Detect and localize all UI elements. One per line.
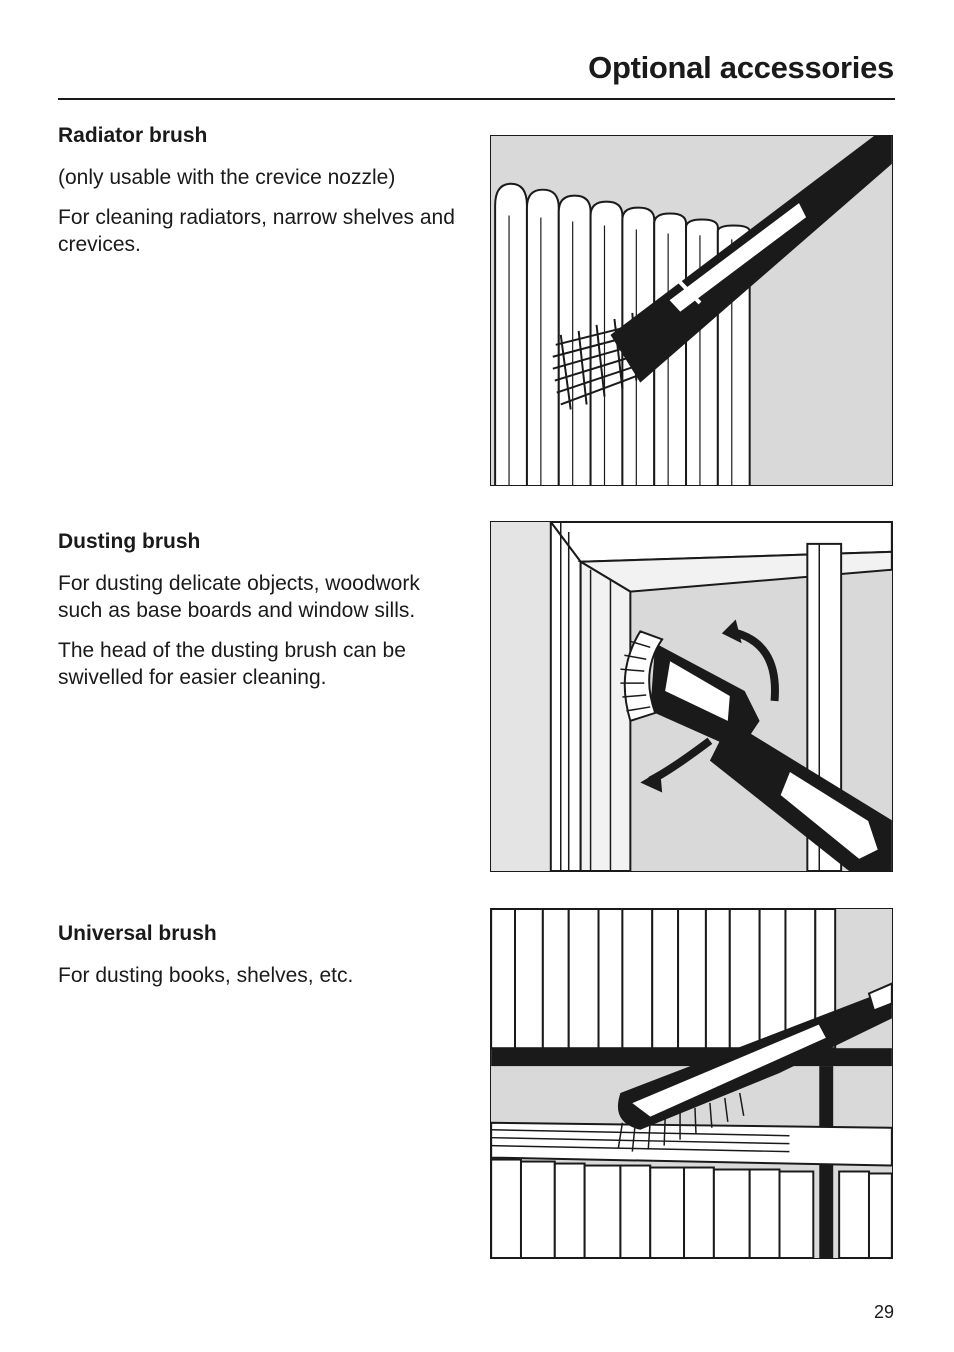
section-paragraph: For cleaning radiators, narrow shelves and crevices. xyxy=(58,206,455,256)
section-heading: Universal brush xyxy=(58,922,217,945)
radiator-brush-illustration xyxy=(490,135,893,486)
section-heading: Dusting brush xyxy=(58,530,201,553)
section-dusting-brush xyxy=(58,530,468,704)
section-universal-brush xyxy=(58,922,468,1002)
section-paragraph: (only usable with the crevice nozzle) xyxy=(58,166,396,189)
section-radiator-brush xyxy=(58,124,468,271)
title-rule xyxy=(58,98,895,100)
section-paragraph: For dusting delicate objects, woodwork such as base boards and window sills. xyxy=(58,572,420,622)
dusting-brush-illustration xyxy=(490,521,893,872)
section-paragraph: For dusting books, shelves, etc. xyxy=(58,964,354,987)
page-title: Optional accessories xyxy=(588,50,894,85)
section-paragraph: The head of the dusting brush can be swivelled for easier cleaning. xyxy=(58,639,406,689)
section-heading: Radiator brush xyxy=(58,124,208,147)
page-number: 29 xyxy=(873,1302,894,1322)
universal-brush-illustration xyxy=(490,908,893,1259)
